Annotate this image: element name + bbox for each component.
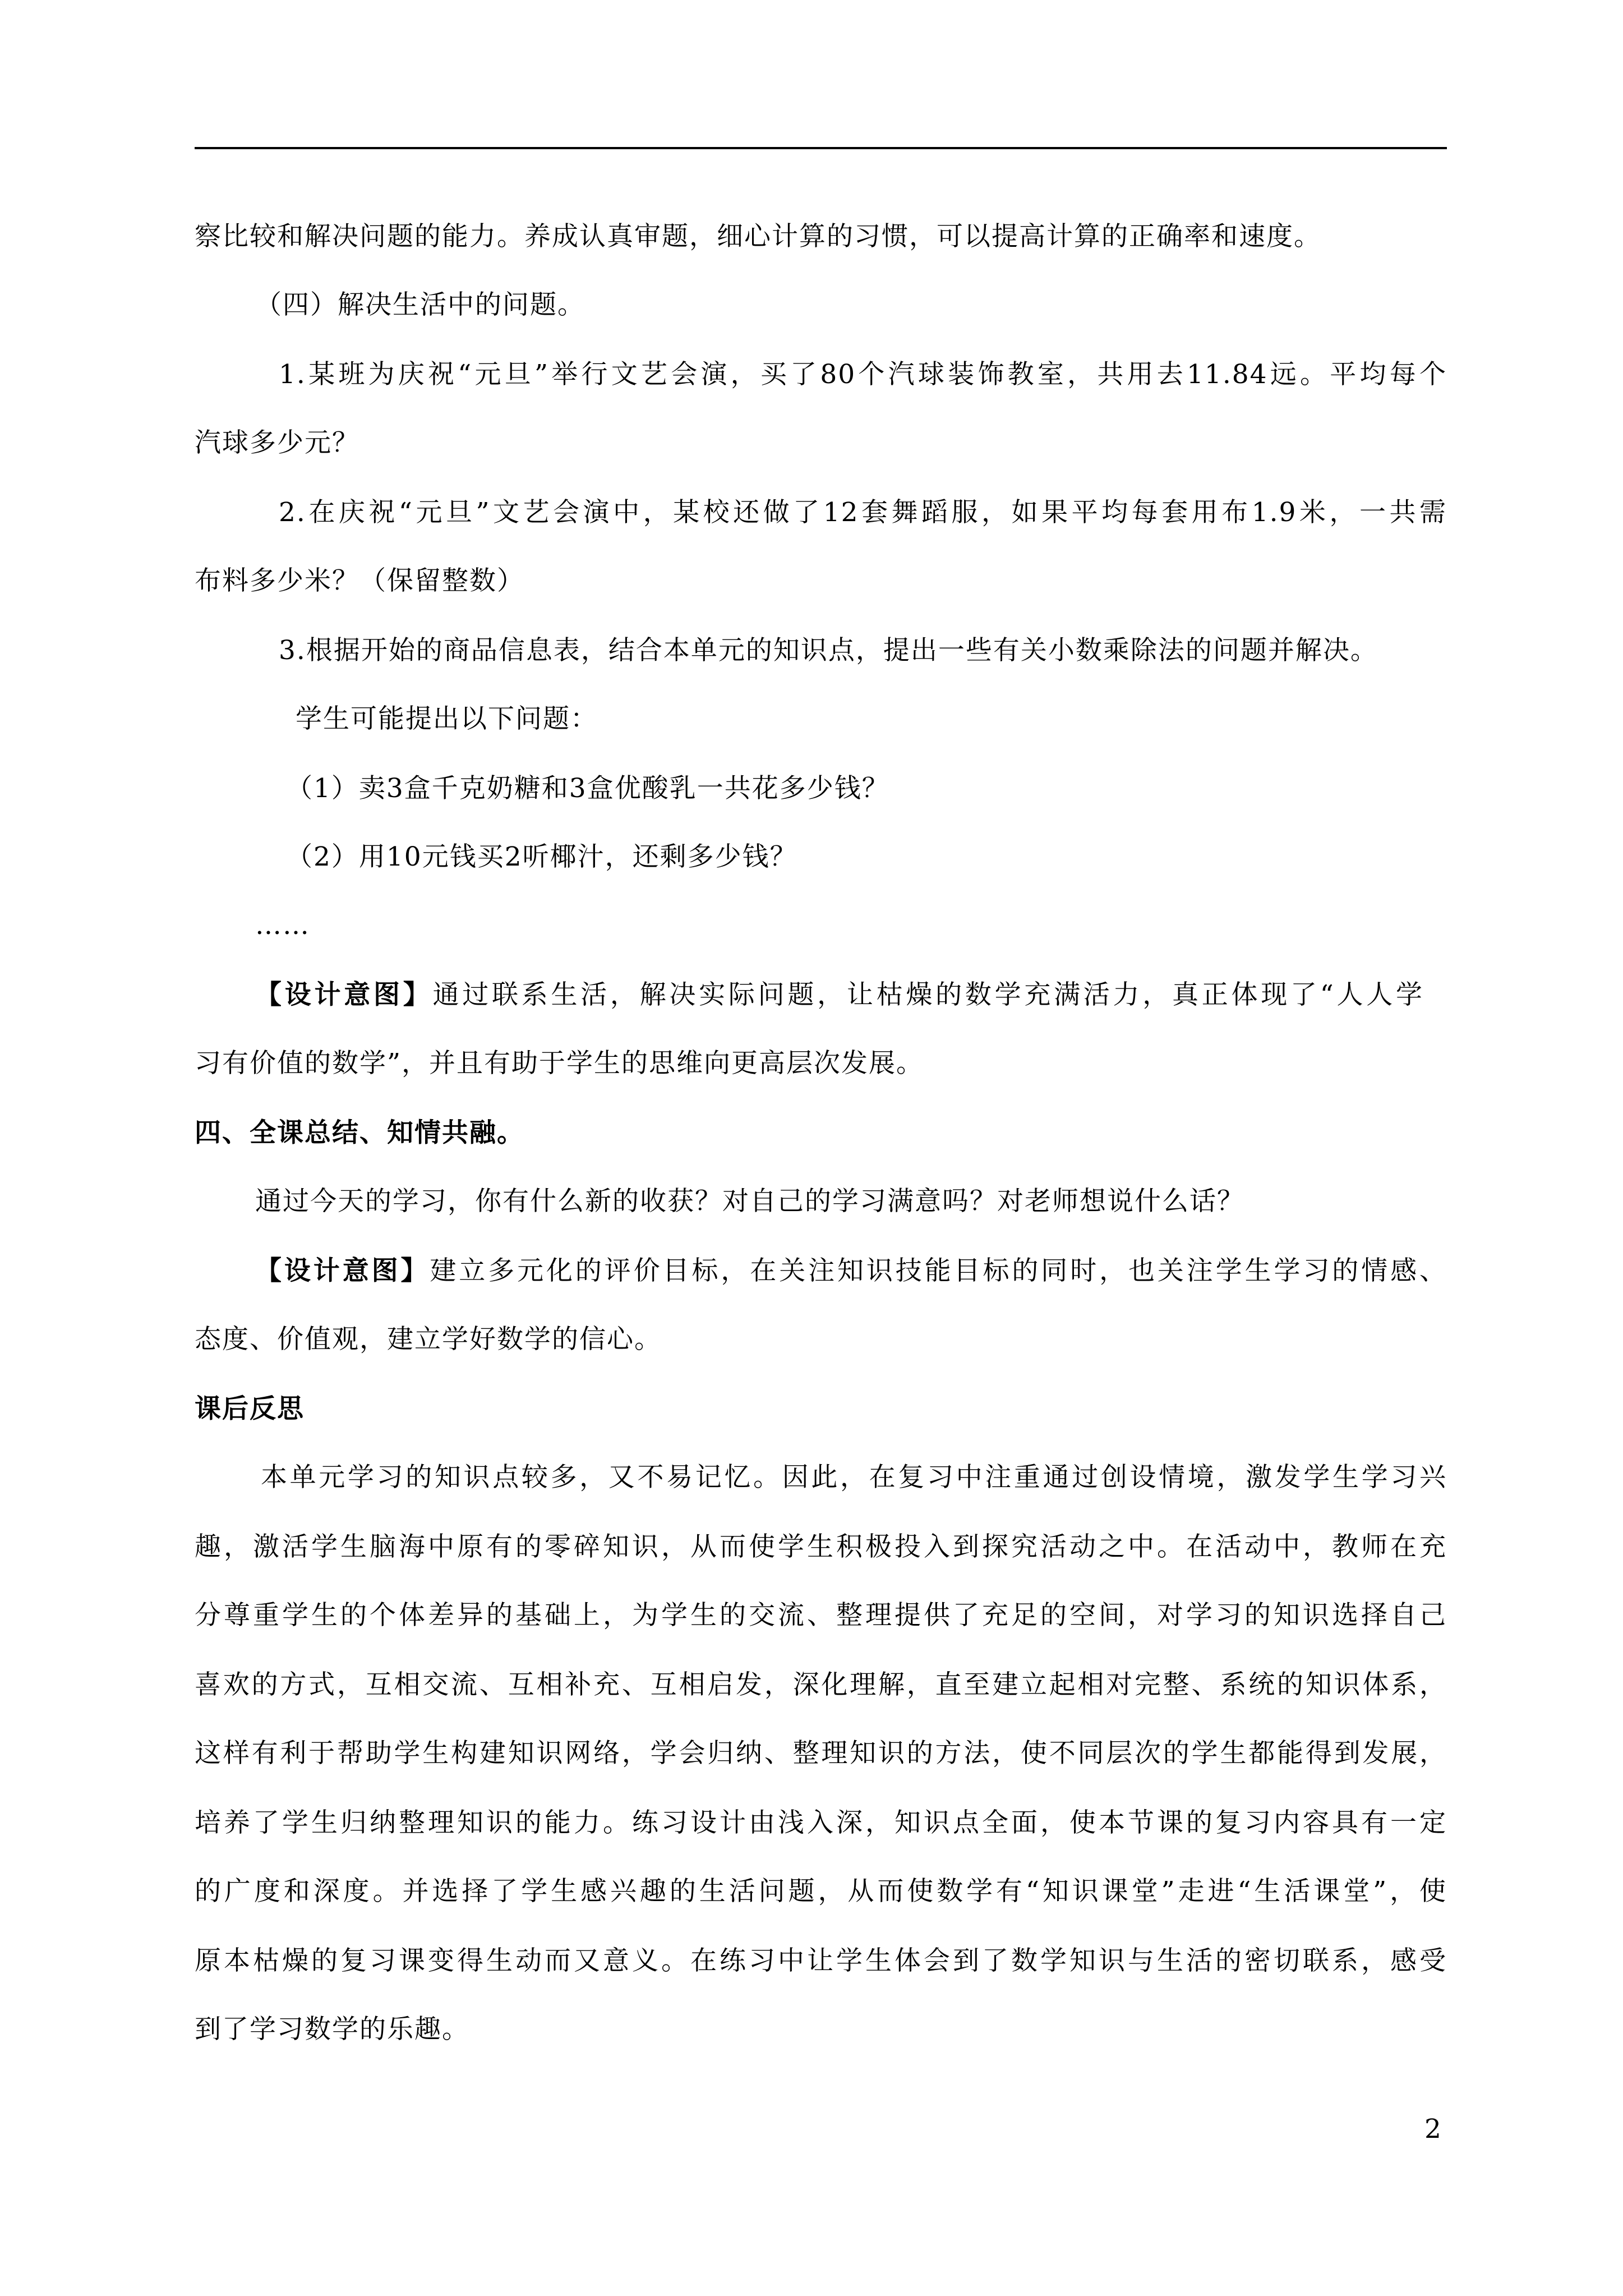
design-intent-1-line-2: 习有价值的数学”，并且有助于学生的思维向更高层次发展。: [195, 1048, 924, 1079]
student-questions-intro: 学生可能提出以下问题：: [296, 703, 598, 734]
reflection-line-8: 原本枯燥的复习课变得生动而又意义。在练习中让学生体会到了数学知识与生活的密切联系，感受: [195, 1945, 1447, 1976]
ellipsis: ……: [255, 910, 310, 941]
design-intent-2-line-1: [255, 1251, 1447, 1291]
reflection-line-5: 这样有利于帮助学生构建知识网络，学会归纳、整理知识的方法，使不同层次的学生都能得到发展，: [195, 1738, 1447, 1769]
question-1: （1）卖3盒千克奶糖和3盒优酸乳一共花多少钱？: [286, 773, 889, 804]
reflection-heading: 课后反思: [195, 1393, 305, 1424]
section-four-heading: 四、全课总结、知情共融。: [195, 1117, 524, 1148]
reflection-line-7: 的广度和深度。并选择了学生感兴趣的生活问题，从而使数学有“知识课堂”走进“生活课堂”，使: [195, 1876, 1447, 1907]
design-intent-1-line-1: [255, 975, 1423, 1015]
problem-2-line-2: 布料多少米？（保留整数）: [195, 565, 524, 596]
design-intent-2-line-2: 态度、价值观，建立学好数学的信心。: [195, 1324, 662, 1355]
design-intent-text: 通过联系生活，解决实际问题，让枯燥的数学充满活力，真正体现了“人人学: [432, 979, 1424, 1010]
section-heading: （四）解决生活中的问题。: [255, 289, 585, 320]
design-intent-label: 【设计意图】: [255, 1255, 430, 1286]
problem-1-line-1: 1.某班为庆祝“元旦”举行文艺会演，买了80个汽球装饰教室，共用去11.84远。平均每个: [279, 359, 1447, 390]
design-intent-text: 建立多元化的评价目标，在关注知识技能目标的同时，也关注学生学习的情感、: [430, 1255, 1447, 1286]
problem-1-line-2: 汽球多少元？: [195, 427, 359, 458]
header-rule: [195, 147, 1447, 149]
problem-3: 3.根据开始的商品信息表，结合本单元的知识点，提出一些有关小数乘除法的问题并解决。: [279, 635, 1378, 666]
reflection-line-3: 分尊重学生的个体差异的基础上，为学生的交流、整理提供了充足的空间，对学习的知识选择自己: [195, 1600, 1447, 1631]
problem-2-line-1: 2.在庆祝“元旦”文艺会演中，某校还做了12套舞蹈服，如果平均每套用布1.9米，一共需: [279, 497, 1447, 528]
reflection-line-2: 趣，激活学生脑海中原有的零碎知识，从而使学生积极投入到探究活动之中。在活动中，教师在充: [195, 1531, 1447, 1562]
reflection-line-9: 到了学习数学的乐趣。: [195, 2014, 469, 2045]
reflection-line-4: 喜欢的方式，互相交流、互相补充、互相启发，深化理解，直至建立起相对完整、系统的知识体系，: [195, 1669, 1447, 1700]
reflection-line-1: 本单元学习的知识点较多，又不易记忆。因此，在复习中注重通过创设情境，激发学生学习兴: [261, 1462, 1447, 1493]
summary-questions: 通过今天的学习，你有什么新的收获？对自己的学习满意吗？对老师想说什么话？: [255, 1186, 1244, 1217]
text-line: 察比较和解决问题的能力。养成认真审题，细心计算的习惯，可以提高计算的正确率和速度。: [195, 221, 1321, 252]
page-number: 2: [1424, 2114, 1441, 2145]
reflection-line-6: 培养了学生归纳整理知识的能力。练习设计由浅入深，知识点全面，使本节课的复习内容具有一定: [195, 1807, 1447, 1838]
question-2: （2）用10元钱买2听椰汁，还剩多少钱？: [286, 841, 797, 872]
design-intent-label: 【设计意图】: [255, 979, 433, 1010]
